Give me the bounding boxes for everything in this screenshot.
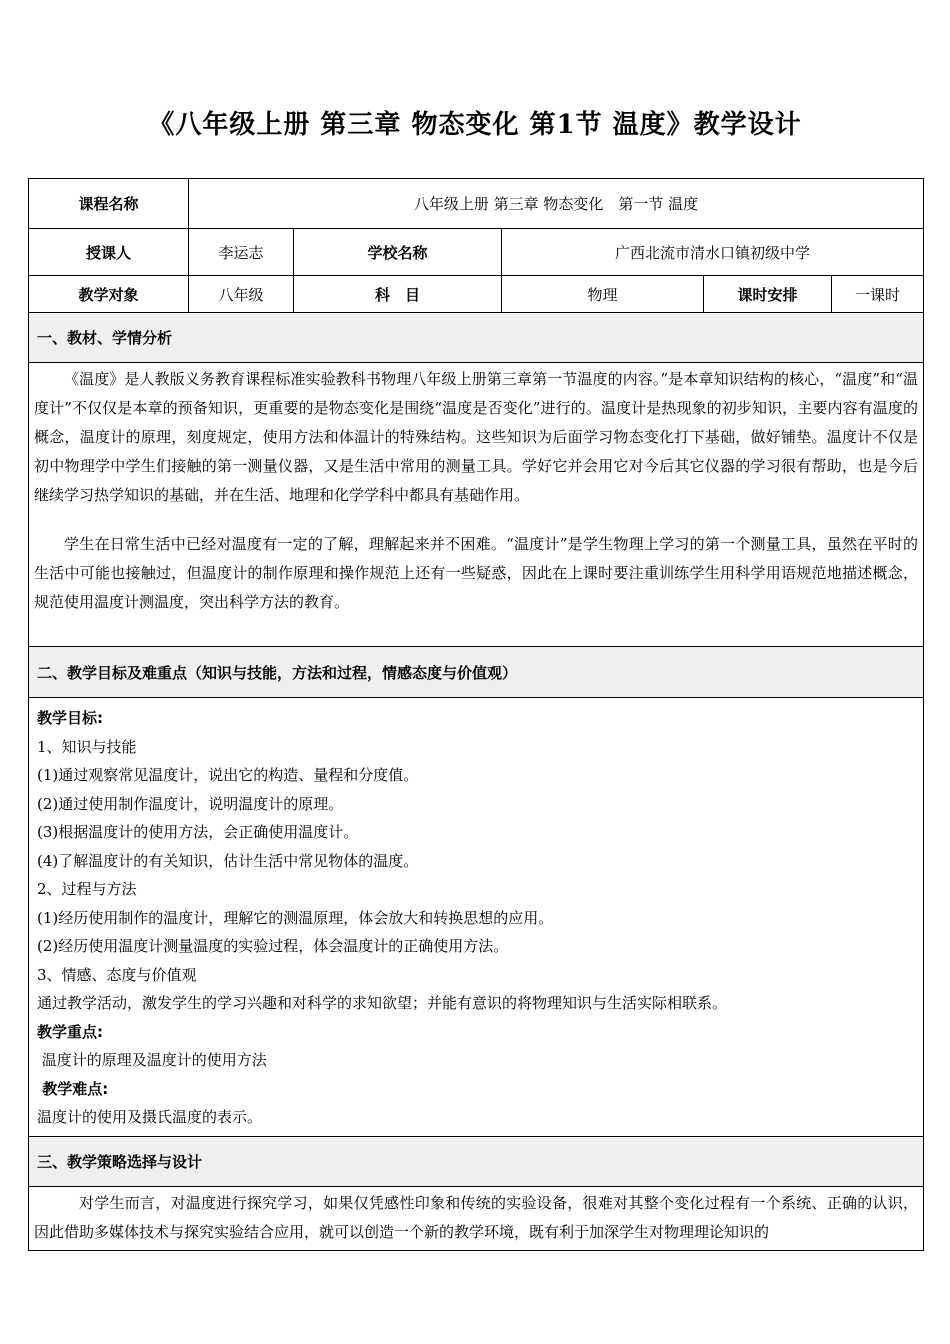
section2-heading: 二、教学目标及难重点（知识与技能，方法和过程，情感态度与价值观）	[29, 647, 924, 698]
process-item-2: (2)经历使用温度计测量温度的实验过程，体会温度计的正确使用方法。	[37, 937, 509, 955]
knowledge-item-4: (4)了解温度计的有关知识，估计生活中常见物体的温度。	[37, 851, 419, 870]
lesson-plan-table	[28, 178, 924, 1251]
section2-body	[29, 698, 924, 1137]
difficulty-value: 温度计的使用及摄氏温度的表示。	[37, 1108, 263, 1126]
audience-value: 八年级	[189, 276, 294, 313]
period-value: 一课时	[832, 276, 924, 313]
audience-label: 教学对象	[29, 276, 189, 313]
emotion-item-1: 通过教学活动，激发学生的学习兴趣和对科学的求知欲望；并能有意识的将物理知识与生活实际相联系。	[37, 994, 728, 1012]
audience-row	[29, 276, 924, 313]
teacher-label: 授课人	[29, 229, 189, 276]
process-item-1: (1)经历使用制作的温度计，理解它的测温原理，体会放大和转换思想的应用。	[37, 908, 554, 927]
difficulty-title: 教学难点:	[37, 1079, 109, 1098]
document-title: 《八年级上册 第三章 物态变化 第1节 温度》教学设计	[148, 110, 802, 140]
period-label: 课时安排	[704, 276, 832, 313]
knowledge-item-3: (3)根据温度计的使用方法，会正确使用温度计。	[37, 823, 359, 841]
knowledge-title: 1、知识与技能	[37, 737, 137, 756]
section1-body	[29, 363, 924, 647]
knowledge-item-1: (1)通过观察常见温度计，说出它的构造、量程和分度值。	[37, 766, 419, 784]
teacher-value: 李运志	[189, 229, 294, 276]
section1-paragraph-1: 《温度》是人教版义务教育课程标准实验教科书物理八年级上册第三章第一节温度的内容。”是本章知识结构的核心，“温度”和“温度计”不仅仅是本章的预备知识，更重要的是物态变化是围绕“温度是否变化”进行的。温度计是热现象的初步知识，主要内容有温度的概念，温度计的原理，刻度规定，使用方法和体温计的特殊结构。这些知识为后面学习物态变化打下基础，做好铺垫。温度计不仅是初中物理学中学生们接触的第一测量仪器，又是生活中常用的测量工具。学好它并会用它对今后其它仪器的学习很有帮助，也是今后继续学习热学知识的基础，并在生活、地理和化学学科中都具有基础作用。	[34, 370, 918, 504]
section1-paragraph-2: 学生在日常生活中已经对温度有一定的了解，理解起来并不困难。“温度计”是学生物理上学习的第一个测量工具，虽然在平时的生活中可能也接触过，但温度计的制作原理和操作规范上还有一些疑惑，因此在上课时要注重训练学生用科学用语规范地描述概念，规范使用温度计测温度，突出科学方法的教育。	[34, 535, 918, 611]
process-title: 2、过程与方法	[37, 880, 137, 898]
course-row	[29, 179, 924, 229]
section1-heading: 一、教材、学情分析	[29, 313, 924, 363]
key-points-value: 温度计的原理及温度计的使用方法	[37, 1051, 267, 1069]
subject-label: 科 目	[294, 276, 502, 313]
key-points-title: 教学重点:	[37, 1022, 103, 1041]
section3-paragraph-1: 对学生而言，对温度进行探究学习，如果仅凭感性印象和传统的实验设备，很难对其整个变化过程有一个系统、正确的认识，因此借助多媒体技术与探究实验结合应用，就可以创造一个新的教学环境，既有利于加深学生对物理理论知识的	[34, 1193, 918, 1241]
course-value: 八年级上册 第三章 物态变化 第一节 温度	[189, 179, 924, 229]
emotion-title: 3、情感、态度与价值观	[37, 965, 197, 984]
school-value: 广西北流市清水口镇初级中学	[502, 229, 924, 276]
section3-body	[29, 1186, 924, 1250]
section3-heading: 三、教学策略选择与设计	[29, 1136, 924, 1186]
subject-value: 物理	[502, 276, 704, 313]
teacher-row	[29, 229, 924, 276]
school-label: 学校名称	[294, 229, 502, 276]
goals-title: 教学目标:	[37, 709, 103, 727]
course-label: 课程名称	[29, 179, 189, 229]
knowledge-item-2: (2)通过使用制作温度计，说明温度计的原理。	[37, 794, 344, 813]
